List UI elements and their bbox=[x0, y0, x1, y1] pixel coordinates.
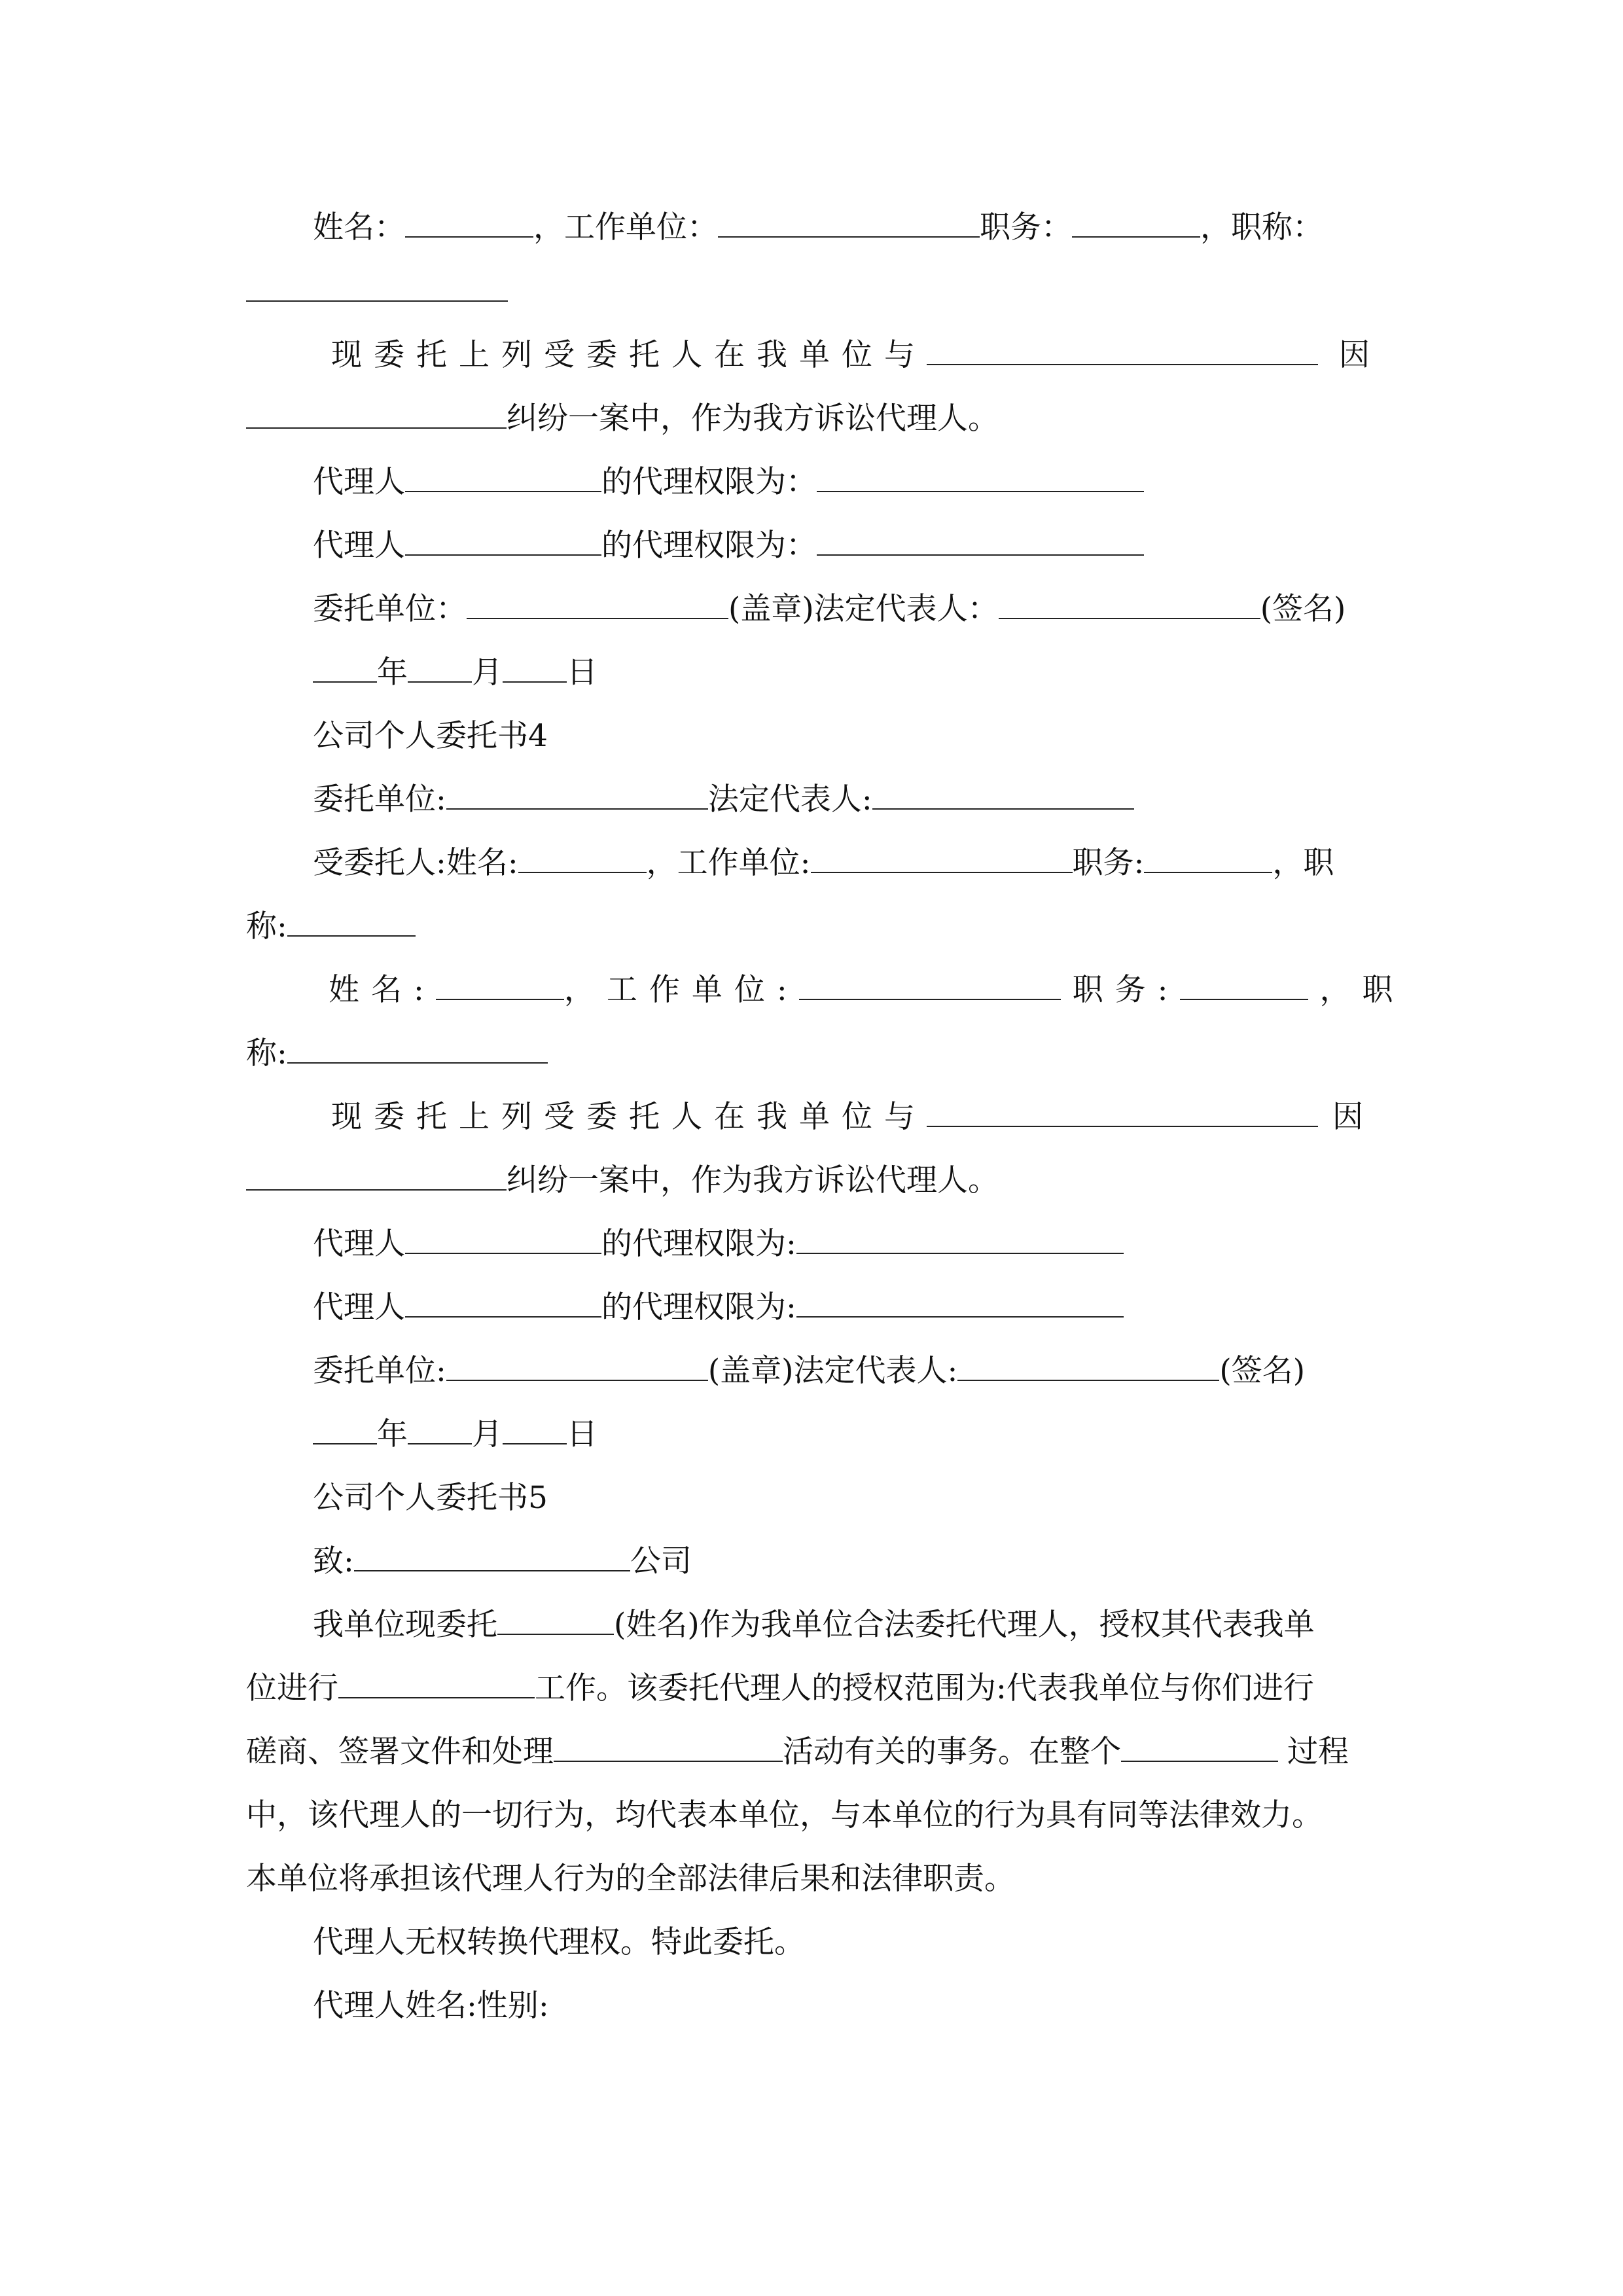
s1-entrust-line bbox=[331, 336, 1370, 375]
s1-name-line bbox=[313, 208, 1323, 247]
label: (盖章)法定代表人: bbox=[707, 1353, 958, 1389]
dispute-text: 纠纷一案中，作为我方诉讼代理人。 bbox=[507, 401, 999, 437]
day-label: 日 bbox=[567, 655, 597, 691]
label: ，职 bbox=[1272, 845, 1334, 881]
unit-blank[interactable] bbox=[446, 1354, 708, 1381]
s4-signature-line bbox=[313, 1352, 1305, 1391]
counterparty-blank[interactable] bbox=[927, 1100, 1318, 1127]
body-text: 工作。该委托代理人的授权范围为:代表我单位与你们进行 bbox=[535, 1670, 1314, 1706]
workplace-blank[interactable] bbox=[799, 973, 1061, 1000]
s5-agent-info-line bbox=[313, 1986, 549, 2026]
body-text: 我单位现委托 bbox=[313, 1607, 497, 1643]
s5-body-line-3 bbox=[246, 1732, 1349, 1772]
body-text: 位进行 bbox=[246, 1670, 338, 1706]
s5-body-line-4 bbox=[246, 1796, 1323, 1835]
s5-body-line-1 bbox=[313, 1605, 1315, 1645]
section-4-title bbox=[313, 717, 548, 756]
section-title: 公司个人委托书5 bbox=[313, 1480, 548, 1516]
label: 公司 bbox=[630, 1543, 692, 1579]
body-text: 磋商、签署文件和处理 bbox=[246, 1734, 554, 1770]
s5-to-line bbox=[313, 1542, 692, 1581]
s1-signature-line bbox=[313, 590, 1346, 629]
position-blank[interactable] bbox=[1072, 210, 1200, 238]
unit-blank[interactable] bbox=[467, 592, 728, 619]
label: 受委托人:姓名: bbox=[313, 845, 518, 881]
section-title: 公司个人委托书4 bbox=[313, 718, 548, 754]
month-blank[interactable] bbox=[408, 1417, 472, 1444]
label: 姓名: bbox=[329, 972, 436, 1008]
counterparty-blank[interactable] bbox=[927, 338, 1318, 365]
label: ，工作单位: bbox=[563, 972, 799, 1008]
label: ，工作单位： bbox=[533, 209, 718, 245]
entrust-text: 现委托上列受委托人在我单位与 bbox=[331, 1099, 927, 1135]
label: 称: bbox=[246, 908, 287, 944]
label: 致: bbox=[313, 1543, 354, 1579]
s4-title-line-1 bbox=[246, 907, 416, 946]
name-blank[interactable] bbox=[436, 973, 564, 1000]
label: 代理人 bbox=[313, 464, 405, 500]
s5-body-line-5 bbox=[246, 1859, 1015, 1899]
year-label: 年 bbox=[377, 655, 408, 691]
s4-agent-line-1 bbox=[313, 1225, 1124, 1264]
authority-blank[interactable] bbox=[817, 528, 1144, 556]
s4-date-line bbox=[313, 1415, 597, 1454]
s4-dispute-line bbox=[246, 1161, 999, 1200]
s1-dispute-line bbox=[246, 399, 999, 439]
month-label: 月 bbox=[472, 655, 503, 691]
s4-name-line bbox=[329, 971, 1405, 1010]
body-text: 过程 bbox=[1287, 1734, 1349, 1770]
dispute-blank[interactable] bbox=[246, 1163, 507, 1191]
label: 称: bbox=[246, 1035, 287, 1071]
activity-blank[interactable] bbox=[554, 1734, 783, 1762]
body-text: 代理人姓名:性别: bbox=[313, 1988, 549, 2024]
s4-entrust-line bbox=[331, 1098, 1363, 1137]
title-blank[interactable] bbox=[287, 1036, 548, 1064]
label: 代理人 bbox=[313, 528, 405, 564]
agent-blank[interactable] bbox=[405, 465, 601, 492]
name-blank[interactable] bbox=[518, 846, 647, 873]
work-blank[interactable] bbox=[338, 1671, 535, 1698]
label: 的代理权限为: bbox=[601, 1289, 796, 1325]
company-blank[interactable] bbox=[354, 1544, 630, 1571]
label: 的代理权限为: bbox=[601, 1226, 796, 1262]
label: (签名) bbox=[1260, 591, 1346, 627]
name-blank[interactable] bbox=[405, 210, 533, 238]
body-text: 本单位将承担该代理人行为的全部法律后果和法律职责。 bbox=[246, 1861, 1015, 1897]
unit-blank[interactable] bbox=[446, 782, 708, 810]
s1-agent-line-2 bbox=[313, 526, 1144, 565]
year-blank[interactable] bbox=[313, 1417, 377, 1444]
label: 职务: bbox=[1072, 972, 1180, 1008]
label: 职务： bbox=[980, 209, 1072, 245]
s1-date-line bbox=[313, 653, 597, 692]
s5-body-line-2 bbox=[246, 1669, 1314, 1708]
label: (盖章)法定代表人： bbox=[728, 591, 999, 627]
label: 委托单位: bbox=[313, 1353, 446, 1389]
workplace-blank[interactable] bbox=[718, 210, 980, 238]
s4-unit-line bbox=[313, 780, 1134, 819]
day-blank[interactable] bbox=[503, 1417, 567, 1444]
label: 因 bbox=[1332, 1099, 1363, 1135]
body-text: (姓名)作为我单位合法委托代理人，授权其代表我单 bbox=[614, 1607, 1315, 1643]
agent-blank[interactable] bbox=[405, 1290, 601, 1318]
label: 的代理权限为： bbox=[601, 464, 817, 500]
title-blank[interactable] bbox=[287, 909, 416, 937]
label: 代理人 bbox=[313, 1226, 405, 1262]
s4-agent-line-2 bbox=[313, 1288, 1124, 1327]
entrust-text: 现委托上列受委托人在我单位与 bbox=[331, 337, 927, 373]
body-text: 活动有关的事务。在整个 bbox=[783, 1734, 1121, 1770]
day-blank[interactable] bbox=[503, 655, 567, 683]
s1-title-blank-line bbox=[246, 272, 508, 312]
agent-name-blank[interactable] bbox=[497, 1607, 614, 1635]
dispute-text: 纠纷一案中，作为我方诉讼代理人。 bbox=[507, 1162, 999, 1198]
label: (签名) bbox=[1219, 1353, 1306, 1389]
representative-blank[interactable] bbox=[999, 592, 1260, 619]
authority-blank[interactable] bbox=[796, 1227, 1124, 1254]
agent-blank[interactable] bbox=[405, 1227, 601, 1254]
dispute-blank[interactable] bbox=[246, 401, 507, 429]
representative-blank[interactable] bbox=[872, 782, 1134, 810]
section-5-title bbox=[313, 1479, 548, 1518]
workplace-blank[interactable] bbox=[811, 846, 1073, 873]
year-label: 年 bbox=[377, 1416, 408, 1452]
s4-title-line-2 bbox=[246, 1034, 548, 1073]
label: 姓名： bbox=[313, 209, 405, 245]
label: 职务: bbox=[1072, 845, 1145, 881]
label: ，职称： bbox=[1200, 209, 1323, 245]
title-blank[interactable] bbox=[246, 274, 508, 302]
authority-blank[interactable] bbox=[796, 1290, 1124, 1318]
label: 委托单位: bbox=[313, 781, 446, 817]
s4-entrustee-line bbox=[313, 844, 1334, 883]
position-blank[interactable] bbox=[1144, 846, 1272, 873]
month-blank[interactable] bbox=[408, 655, 472, 683]
label: 代理人 bbox=[313, 1289, 405, 1325]
representative-blank[interactable] bbox=[957, 1354, 1219, 1381]
position-blank[interactable] bbox=[1180, 973, 1308, 1000]
year-blank[interactable] bbox=[313, 655, 377, 683]
label: 委托单位： bbox=[313, 591, 467, 627]
label: 因 bbox=[1339, 337, 1370, 373]
agent-blank[interactable] bbox=[405, 528, 601, 556]
s1-agent-line-1 bbox=[313, 463, 1144, 502]
label: 法定代表人: bbox=[707, 781, 872, 817]
month-label: 月 bbox=[472, 1416, 503, 1452]
label: 的代理权限为： bbox=[601, 528, 817, 564]
label: ，职 bbox=[1319, 972, 1405, 1008]
process-blank[interactable] bbox=[1121, 1734, 1278, 1762]
s5-body-line-6 bbox=[313, 1923, 805, 1962]
body-text: 中，该代理人的一切行为，均代表本单位，与本单位的行为具有同等法律效力。 bbox=[246, 1797, 1323, 1833]
body-text: 代理人无权转换代理权。特此委托。 bbox=[313, 1924, 805, 1960]
day-label: 日 bbox=[567, 1416, 597, 1452]
authority-blank[interactable] bbox=[817, 465, 1144, 492]
label: ，工作单位: bbox=[646, 845, 811, 881]
